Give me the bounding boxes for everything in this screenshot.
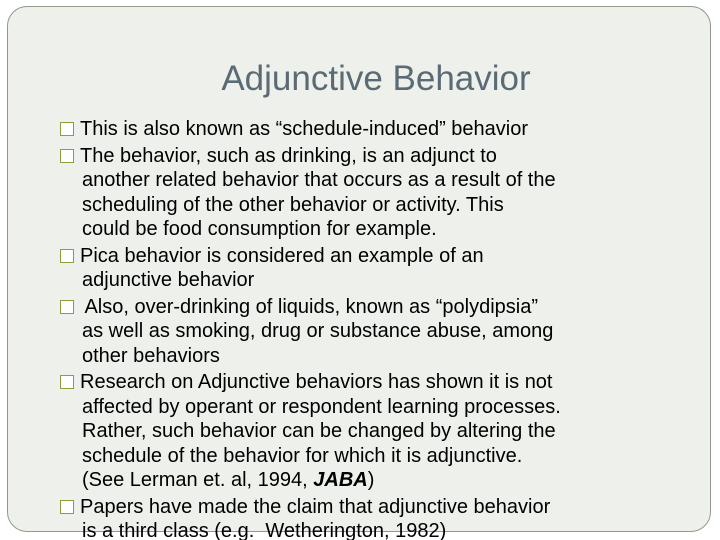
bullet-line: schedule of the behavior for which it is adjunctive. bbox=[82, 444, 523, 467]
bullet-line: This is also known as “schedule-induced” behavior bbox=[80, 118, 529, 140]
bullet-line: adjunctive behavior bbox=[82, 269, 255, 291]
bullet-line: Pica behavior is considered an example of an bbox=[80, 244, 484, 267]
slide-title: Adjunctive Behavior bbox=[221, 59, 531, 98]
bullet-item bbox=[82, 144, 702, 242]
bullet-line: as well as smoking, drug or substance abuse, among bbox=[82, 320, 554, 342]
bullet-item bbox=[82, 244, 702, 293]
square-bullet-icon bbox=[60, 500, 74, 514]
bullet-line: scheduling of the other behavior or activity. This bbox=[82, 193, 504, 216]
citation-text: (See Lerman et. al, 1994, bbox=[82, 469, 314, 491]
square-bullet-icon bbox=[60, 149, 74, 163]
square-bullet-icon bbox=[60, 249, 74, 263]
bullet-item bbox=[82, 495, 702, 540]
bullet-line-citation bbox=[82, 468, 702, 493]
bullet-line: is a third class (e.g. Wetherington, 1982) bbox=[82, 520, 447, 540]
bullet-list bbox=[82, 117, 702, 540]
bullet-item bbox=[82, 117, 702, 142]
journal-name: JABA bbox=[313, 469, 368, 491]
square-bullet-icon bbox=[60, 375, 74, 389]
citation-close: ) bbox=[367, 469, 375, 491]
square-bullet-icon bbox=[60, 122, 74, 136]
bullet-line: The behavior, such as drinking, is an adjunct to bbox=[80, 144, 497, 167]
bullet-item bbox=[82, 295, 702, 369]
bullet-line: could be food consumption for example. bbox=[82, 218, 437, 240]
bullet-line: other behaviors bbox=[82, 344, 220, 367]
bullet-line: Also, over-drinking of liquids, known as “polydipsia” bbox=[80, 295, 538, 318]
bullet-item bbox=[82, 370, 702, 493]
bullet-line: Rather, such behavior can be changed by altering the bbox=[82, 420, 556, 442]
bullet-line: affected by operant or respondent learning processes. bbox=[82, 395, 561, 418]
bullet-line: Papers have made the claim that adjunctive behavior bbox=[80, 495, 551, 518]
bullet-line: another related behavior that occurs as a result of the bbox=[82, 169, 556, 191]
square-bullet-icon bbox=[60, 300, 74, 314]
bullet-line: Research on Adjunctive behaviors has shown it is not bbox=[80, 371, 553, 393]
